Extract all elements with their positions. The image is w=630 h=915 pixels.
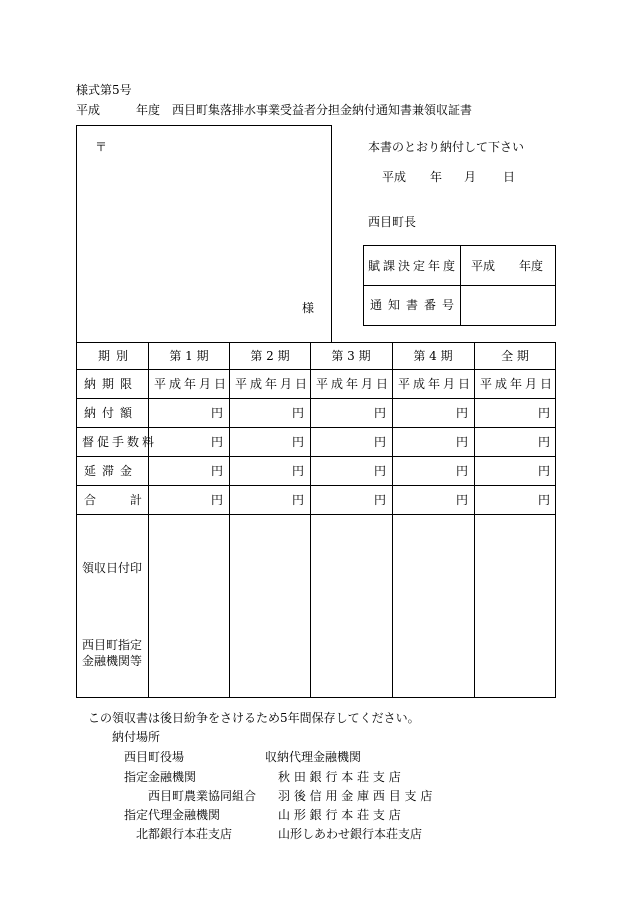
- total-label-text: 合計: [84, 493, 177, 507]
- form-title-era: 平成: [76, 103, 101, 117]
- notice-date-month: 月: [464, 170, 477, 184]
- fee-cell: 円: [455, 435, 468, 449]
- deadline-label: 納期限: [84, 377, 139, 391]
- retention-note: この領収書は後日紛争をさけるため5年間保存してください。: [88, 711, 420, 725]
- receipt-stamp-label: 領収日付印: [82, 561, 143, 575]
- total-cell: 円: [210, 493, 223, 507]
- form-title-year: 年度: [136, 103, 161, 117]
- total-cell: 円: [373, 493, 386, 507]
- total-cell: 円: [455, 493, 468, 507]
- place-left-0: 西目町役場: [124, 750, 185, 764]
- deadline-1: 平成年月日: [154, 377, 230, 391]
- info-value-era: 平成: [471, 259, 496, 273]
- amount-cell: 円: [291, 406, 304, 420]
- postal-mark: 〒: [95, 140, 108, 154]
- deadline-2: 平成年月日: [235, 377, 311, 391]
- place-right-3: 山 形 銀 行 本 荘 支 店: [278, 808, 401, 822]
- info-label-assessment-year: 賦課決定年度: [368, 259, 459, 273]
- place-left-2: 西目町農業協同組合: [148, 789, 257, 803]
- form-title: 西目町集落排水事業受益者分担金納付通知書兼領収証書: [172, 103, 473, 117]
- period-3: 第 3 期: [331, 349, 371, 363]
- info-label-notice-number: 通知書番号: [370, 298, 461, 312]
- notice-date-era: 平成: [382, 170, 407, 184]
- deadline-all: 平成年月日: [480, 377, 556, 391]
- fee-cell: 円: [210, 435, 223, 449]
- place-right-0: 収納代理金融機関: [265, 750, 362, 764]
- period-4: 第 4 期: [413, 349, 453, 363]
- bank-label-line2: 金融機関等: [82, 654, 143, 668]
- place-left-1: 指定金融機関: [124, 770, 197, 784]
- address-box: [76, 125, 332, 343]
- notice-message: 本書のとおり納付して下さい: [368, 140, 525, 154]
- fee-cell: 円: [291, 435, 304, 449]
- amount-cell: 円: [455, 406, 468, 420]
- place-right-1: 秋 田 銀 行 本 荘 支 店: [278, 770, 401, 784]
- period-2: 第 2 期: [250, 349, 290, 363]
- amount-cell: 円: [373, 406, 386, 420]
- row-label-late: 延滞金: [84, 464, 139, 478]
- total-cell: 円: [537, 493, 550, 507]
- honorific-sama: 様: [302, 301, 315, 315]
- place-right-4: 山形しあわせ銀行本荘支店: [278, 827, 423, 841]
- late-cell: 円: [455, 464, 468, 478]
- deadline-3: 平成年月日: [316, 377, 392, 391]
- form-number: 様式第5号: [76, 83, 132, 97]
- bank-label-line1: 西目町指定: [82, 638, 143, 652]
- payment-places-label: 納付場所: [112, 730, 161, 744]
- place-left-4: 北都銀行本荘支店: [136, 827, 233, 841]
- deadline-4: 平成年月日: [398, 377, 474, 391]
- late-cell: 円: [537, 464, 550, 478]
- period-1: 第 1 期: [169, 349, 209, 363]
- total-cell: 円: [291, 493, 304, 507]
- issuer-name: 西目町長: [368, 215, 417, 229]
- fee-cell: 円: [373, 435, 386, 449]
- late-cell: 円: [373, 464, 386, 478]
- row-label-total: [84, 493, 177, 507]
- period-all: 全 期: [501, 349, 529, 363]
- late-cell: 円: [291, 464, 304, 478]
- fee-cell: 円: [537, 435, 550, 449]
- amount-cell: 円: [210, 406, 223, 420]
- notice-date-year: 年: [430, 170, 443, 184]
- info-value-year: 年度: [519, 259, 544, 273]
- row-label-fee: 督促手数料: [82, 435, 158, 449]
- period-header-label: 期別: [97, 349, 134, 363]
- place-right-2: 羽 後 信 用 金 庫 西 目 支 店: [278, 789, 433, 803]
- place-left-3: 指定代理金融機関: [124, 808, 221, 822]
- amount-cell: 円: [537, 406, 550, 420]
- late-cell: 円: [210, 464, 223, 478]
- notice-date-day: 日: [503, 170, 516, 184]
- row-label-payment: 納付額: [84, 406, 139, 420]
